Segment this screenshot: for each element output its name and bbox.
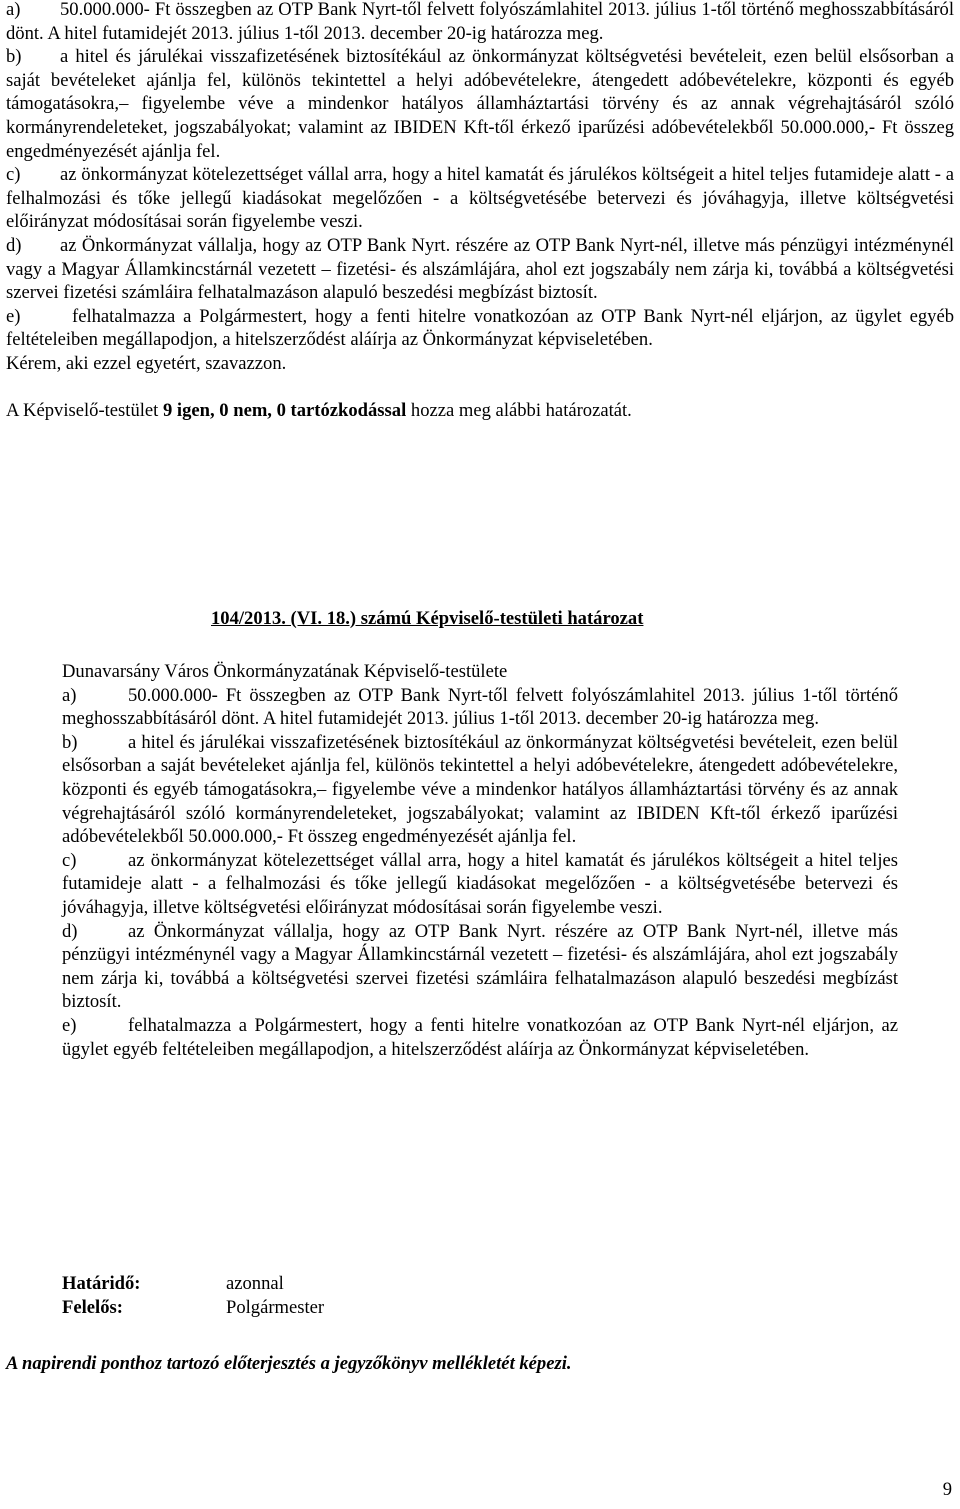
proposal-item-a: [6, 0, 954, 45]
deadline-row: [62, 1272, 324, 1296]
resolution-body: Dunavarsány Város Önkormányzatának Képviselő-testülete: [62, 661, 508, 682]
vote-result: 9 igen, 0 nem, 0 tartózkodással: [162, 399, 407, 421]
responsible-value: Polgármester: [226, 1296, 325, 1318]
vote-request: Kérem, aki ezzel egyetért, szavazzon.: [6, 352, 287, 374]
resolution-section: [62, 660, 898, 1061]
responsible-label: Felelős:: [62, 1296, 123, 1318]
deadline-label: Határidő:: [62, 1273, 141, 1294]
resolution-item-c: [62, 849, 898, 920]
item-text: a hitel és járulékai visszafizetésének biztosítékául az önkormányzat költségvetési bevételeit, ezen belül elsősorban a saját bevételeket ajánlja fel, különös tekintettel a helyi adóbevételekre, átengedett adóbevételekre, központi és egyéb támogatásokra,– figyelembe véve a mindenkor hatályos államháztartási törvény és az annak végrehajtásáról szóló kormányrendeleteket, jogszabályokat; valamint az IBIDEN Kft-től érkező iparűzési adóbevételekből 50.000.000,- Ft összeg engedményezését ajánlja fel.: [6, 46, 954, 162]
proposal-item-c: [6, 163, 954, 234]
item-label: c): [62, 849, 77, 871]
item-text: felhatalmazza a Polgármestert, hogy a fenti hitelre vonatkozóan az OTP Bank Nyrt-nél eljárjon, az ügylet egyéb feltételeiben megállapodjon, a hitelszerződést aláírja az Önkormányzat képviseletében.: [6, 305, 954, 351]
item-text: a hitel és járulékai visszafizetésének biztosítékául az önkormányzat költségvetési bevételeit, ezen belül elsősorban a saját bevételeket ajánlja fel, különös tekintettel a helyi adóbevételekre, átengedett adóbevételekre, központi és egyéb támogatásokra,– figyelembe véve a mindenkor hatályos államháztartási törvény és az annak végrehajtásáról szóló kormányrendeleteket, jogszabályokat; valamint az IBIDEN Kft-től érkező iparűzési adóbevételekből 50.000.000,- Ft összeg engedményezését ajánlja fel.: [62, 731, 898, 848]
page-number: 9: [942, 1479, 952, 1500]
responsible-row: [62, 1296, 324, 1320]
item-text: felhatalmazza a Polgármestert, hogy a fenti hitelre vonatkozóan az OTP Bank Nyrt-nél eljárjon, az ügylet egyéb feltételeiben megállapodjon, a hitelszerződést aláírja az Önkormányzat képviseletében.: [62, 1014, 898, 1060]
item-text: 50.000.000- Ft összegben az OTP Bank Nyrt-től felvett folyószámlahitel 2013. július 1-től történő meghosszabbításáról dönt. A hitel futamidejét 2013. július 1-től 2013. december 20-ig határozza meg.: [62, 684, 898, 730]
proposal-item-b: [6, 45, 954, 163]
proposal-section: [6, 0, 954, 422]
deadline-value: azonnal: [226, 1273, 284, 1294]
item-label: a): [6, 0, 21, 20]
vote-prefix: A Képviselő-testület: [6, 399, 163, 421]
item-text: az önkormányzat kötelezettséget vállal arra, hogy a hitel kamatát és járulékos költségeit a hitel teljes futamideje alatt - a felhalmozási és tőke jellegű kiadásokat megelőzően - a költségvetésébe betervezi és jóváhagyja, illetve költségvetési előirányzat módosításai során figyelembe veszi.: [62, 849, 898, 918]
vote-result-line: [6, 399, 954, 423]
vote-suffix: hozza meg alábbi határozatát.: [406, 399, 632, 421]
item-label: e): [62, 1014, 77, 1036]
item-label: a): [62, 684, 77, 706]
proposal-item-e: [6, 305, 954, 352]
item-label: b): [6, 46, 22, 68]
resolution-item-e: [62, 1014, 898, 1061]
item-label: d): [62, 920, 78, 942]
item-label: e): [6, 305, 21, 327]
item-label: b): [62, 731, 78, 753]
item-label: c): [6, 164, 21, 186]
resolution-item-d: [62, 920, 898, 1014]
closing-note: A napirendi ponthoz tartozó előterjesztés a jegyzőkönyv mellékletét képezi.: [6, 1353, 572, 1374]
item-text: 50.000.000- Ft összegben az OTP Bank Nyrt-től felvett folyószámlahitel 2013. július 1-től történő meghosszabbításáról dönt. A hitel futamidejét 2013. július 1-től 2013. december 20-ig határozza meg.: [6, 0, 954, 44]
resolution-item-a: [62, 684, 898, 731]
item-text: az önkormányzat kötelezettséget vállal arra, hogy a hitel kamatát és járulékos költségeit a hitel teljes futamideje alatt - a felhalmozási és tőke jellegű kiadásokat megelőzően - a költségvetésébe betervezi és jóváhagyja, illetve költségvetési előirányzat módosításai során figyelembe veszi.: [6, 164, 954, 233]
item-text: az Önkormányzat vállalja, hogy az OTP Bank Nyrt. részére az OTP Bank Nyrt-nél, illetve más pénzügyi intézménynél vagy a Magyar Államkincstárnál vezetett – fizetési- és alszámlájára, ahol ezt jogszabály nem zárja ki, továbbá a költségvetési szervei fizetési számláira felhatalmazáson alapuló beszedési megbízást biztosít.: [6, 234, 954, 304]
resolution-item-b: [62, 731, 898, 849]
deadline-block: [62, 1272, 324, 1319]
resolution-title: 104/2013. (VI. 18.) számú Képviselő-testületi határozat: [211, 608, 644, 629]
item-label: d): [6, 234, 22, 256]
proposal-item-d: [6, 234, 954, 305]
item-text: az Önkormányzat vállalja, hogy az OTP Bank Nyrt. részére az OTP Bank Nyrt-nél, illetve más pénzügyi intézménynél vagy a Magyar Államkincstárnál vezetett – fizetési- és alszámlájára, ahol ezt jogszabály nem zárja ki, továbbá a költségvetési szervei fizetési számláira felhatalmazáson alapuló beszedési megbízást biztosít.: [62, 920, 898, 1013]
